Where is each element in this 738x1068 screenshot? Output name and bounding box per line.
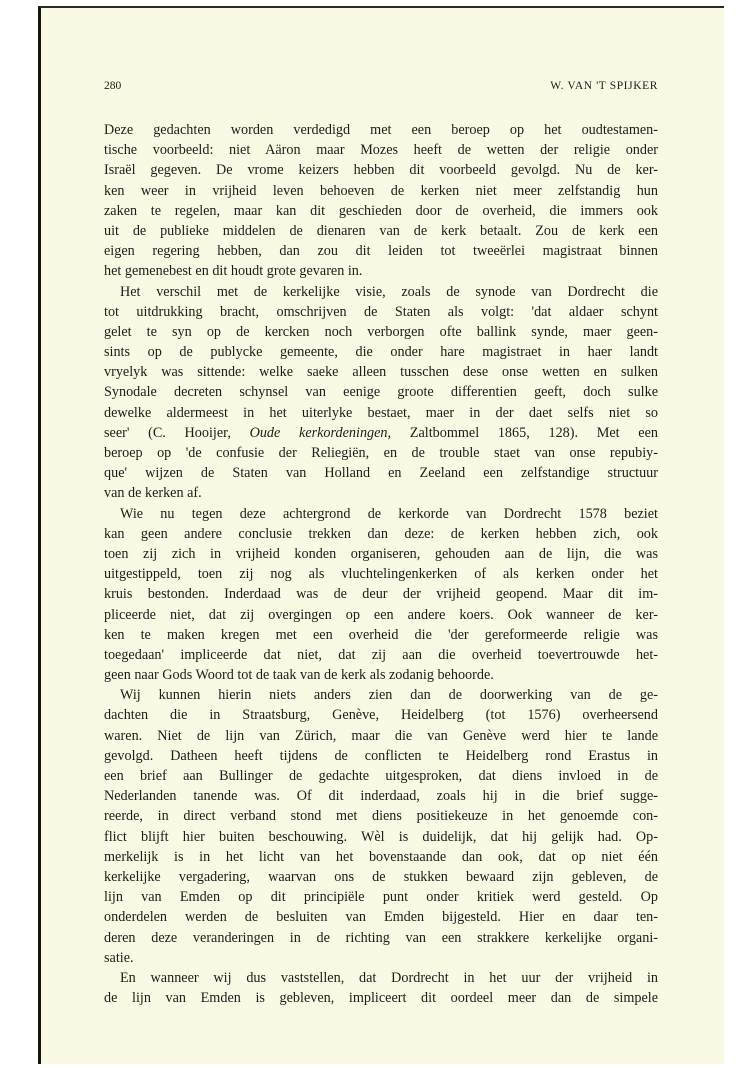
text-line: Israël gegeven. De vrome keizers hebben dit voorbeeld gevolgd. Nu de ker- xyxy=(104,162,658,179)
text-line: uit de publieke middelen de dienaren van de kerk betaalt. Zou de kerk een xyxy=(104,222,658,239)
text-line: merkelijk is in het licht van het bovenstaande dan ook, dat op niet één xyxy=(104,848,658,865)
text-line: een brief aan Bullinger de gedachte uitgesproken, dat diens invloed in de xyxy=(104,768,658,784)
text-line: waren. Niet de lijn van Zürich, maar die van Genève werd hier te lande xyxy=(104,727,658,744)
text-line: Deze gedachten worden verdedigd met een beroep op het oudtestamen- xyxy=(104,122,658,138)
text-line: En wanneer wij dus vaststellen, dat Dordrecht in het uur der vrijheid in xyxy=(120,969,658,986)
text-line: het gemenebest en dit houdt grote gevaren in. xyxy=(104,263,363,280)
text-line: flict blijft hier buiten beschouwing. Wèl is duidelijk, dat hij gelijk had. Op- xyxy=(104,828,658,845)
text-line: uitgestippeld, toen zij nog als vluchtelingenkerken of als kerken onder het xyxy=(104,566,658,583)
text-line: sints op de publycke gemeente, die onder hare magistraet in haer landt xyxy=(104,344,658,361)
page-header xyxy=(104,80,658,96)
text-line: van de kerken af. xyxy=(104,485,202,502)
text-line: gelet te syn op de kercken noch verborgen ofte ballink synde, maer geen- xyxy=(104,323,658,340)
text-line: dachten die in Straatsburg, Genève, Heidelberg (tot 1576) overheersend xyxy=(104,707,658,724)
text-line: beroep op 'de confusie der Reliegiën, en de trouble staet van onse repubiy- xyxy=(104,445,658,461)
running-head: W. VAN 'T SPIJKER xyxy=(550,80,658,92)
body-text xyxy=(104,120,658,1008)
text-line: vryelyk was sittende: welke saeke alleen tusschen dese onse wetten en sulken xyxy=(104,364,658,381)
text-line: zaken te regelen, maar kan dit geschieden door de overheid, die immers ook xyxy=(104,202,658,219)
page-number: 280 xyxy=(104,80,122,92)
paragraph xyxy=(104,685,658,968)
text-line: tot uitdrukking bracht, omschrijven de Staten als volgt: 'dat aldaer schynt xyxy=(104,303,658,320)
text-line: lijn van Emden op dit principiële punt onder kritiek werd gesteld. Op xyxy=(104,889,658,906)
text-line: dewelke aldermeest in het uiterlyke bestaet, maer in der daet selfs niet so xyxy=(104,404,658,421)
text-line: Synodale decreten schynsel van eenige groote differentien geeft, doch sulke xyxy=(104,384,658,401)
text-line: Wie nu tegen deze achtergrond de kerkorde van Dordrecht 1578 beziet xyxy=(120,505,658,522)
text-line: ken weer in vrijheid leven behoeven de kerken niet meer zelfstandig hun xyxy=(104,182,658,199)
text-line: pliceerde niet, dat zij overgingen op een andere koers. Ook wanneer de ker- xyxy=(104,606,658,623)
text-line: kruis bestonden. Inderdaad was de deur der vrijheid geopend. Maar dit im- xyxy=(104,586,658,603)
text-line: kerkelijke vergadering, waarvan ons de stukken bewaard zijn gebleven, de xyxy=(104,868,658,885)
paragraph xyxy=(104,968,658,1008)
text-line: satie. xyxy=(104,949,134,966)
text-line: eigen regering hebben, dan zou dit leiden tot tweeërlei magistraat binnen xyxy=(104,243,658,260)
text-line: gevolgd. Datheen heeft tijdens de conflicten te Heidelberg rond Erastus in xyxy=(104,747,658,764)
text-line: de lijn van Emden is gebleven, impliceert dit oordeel meer dan de simpele xyxy=(104,990,658,1007)
text-line: Het verschil met de kerkelijke visie, zoals de synode van Dordrecht die xyxy=(120,283,658,300)
text-line: reerde, in direct verband stond met diens positiekeuze in het genoemde con- xyxy=(104,808,658,825)
paragraph xyxy=(104,120,658,282)
text-line: ken te maken kregen met een overheid die 'der gereformeerde religie was xyxy=(104,626,658,643)
citation-prefix: seer' (C. Hooijer, xyxy=(104,424,250,441)
text-line: kan geen andere conclusie trekken dan deze: de kerken hebben zich, ook xyxy=(104,525,658,542)
text-line: Wij kunnen hierin niets anders zien dan de doorwerking van de ge- xyxy=(120,687,658,704)
text-line: geen naar Gods Woord tot de taak van de kerk als zodanig behoorde. xyxy=(104,667,494,684)
text-line: toen zij zich in vrijheid konden organiseren, gehouden aan de lijn, die was xyxy=(104,545,658,562)
text-line xyxy=(104,423,658,443)
paragraph xyxy=(104,504,658,686)
citation-suffix: Zaltbommel 1865, 128). Met een xyxy=(391,424,658,441)
text-line: toegedaan' impliceerde dat niet, dat zij aan die overheid toevertrouwde het- xyxy=(104,646,658,663)
citation-title: Oude kerkordeningen, xyxy=(249,424,392,441)
paragraph xyxy=(104,282,658,504)
text-line: onderdelen werden de besluiten van Emden bijgesteld. Hier en daar ten- xyxy=(104,909,658,926)
text-line: tische voorbeeld: niet Aäron maar Mozes heeft de wetten der religie onder xyxy=(104,142,658,159)
text-line: deren deze veranderingen in de richting van een strakkere kerkelijke organi- xyxy=(104,929,658,946)
text-line: Nederlanden tanende was. Of dit inderdaad, zoals hij in die brief sugge- xyxy=(104,788,658,805)
text-line: que' wijzen de Staten van Holland en Zeeland een zelfstandige structuur xyxy=(104,465,658,482)
